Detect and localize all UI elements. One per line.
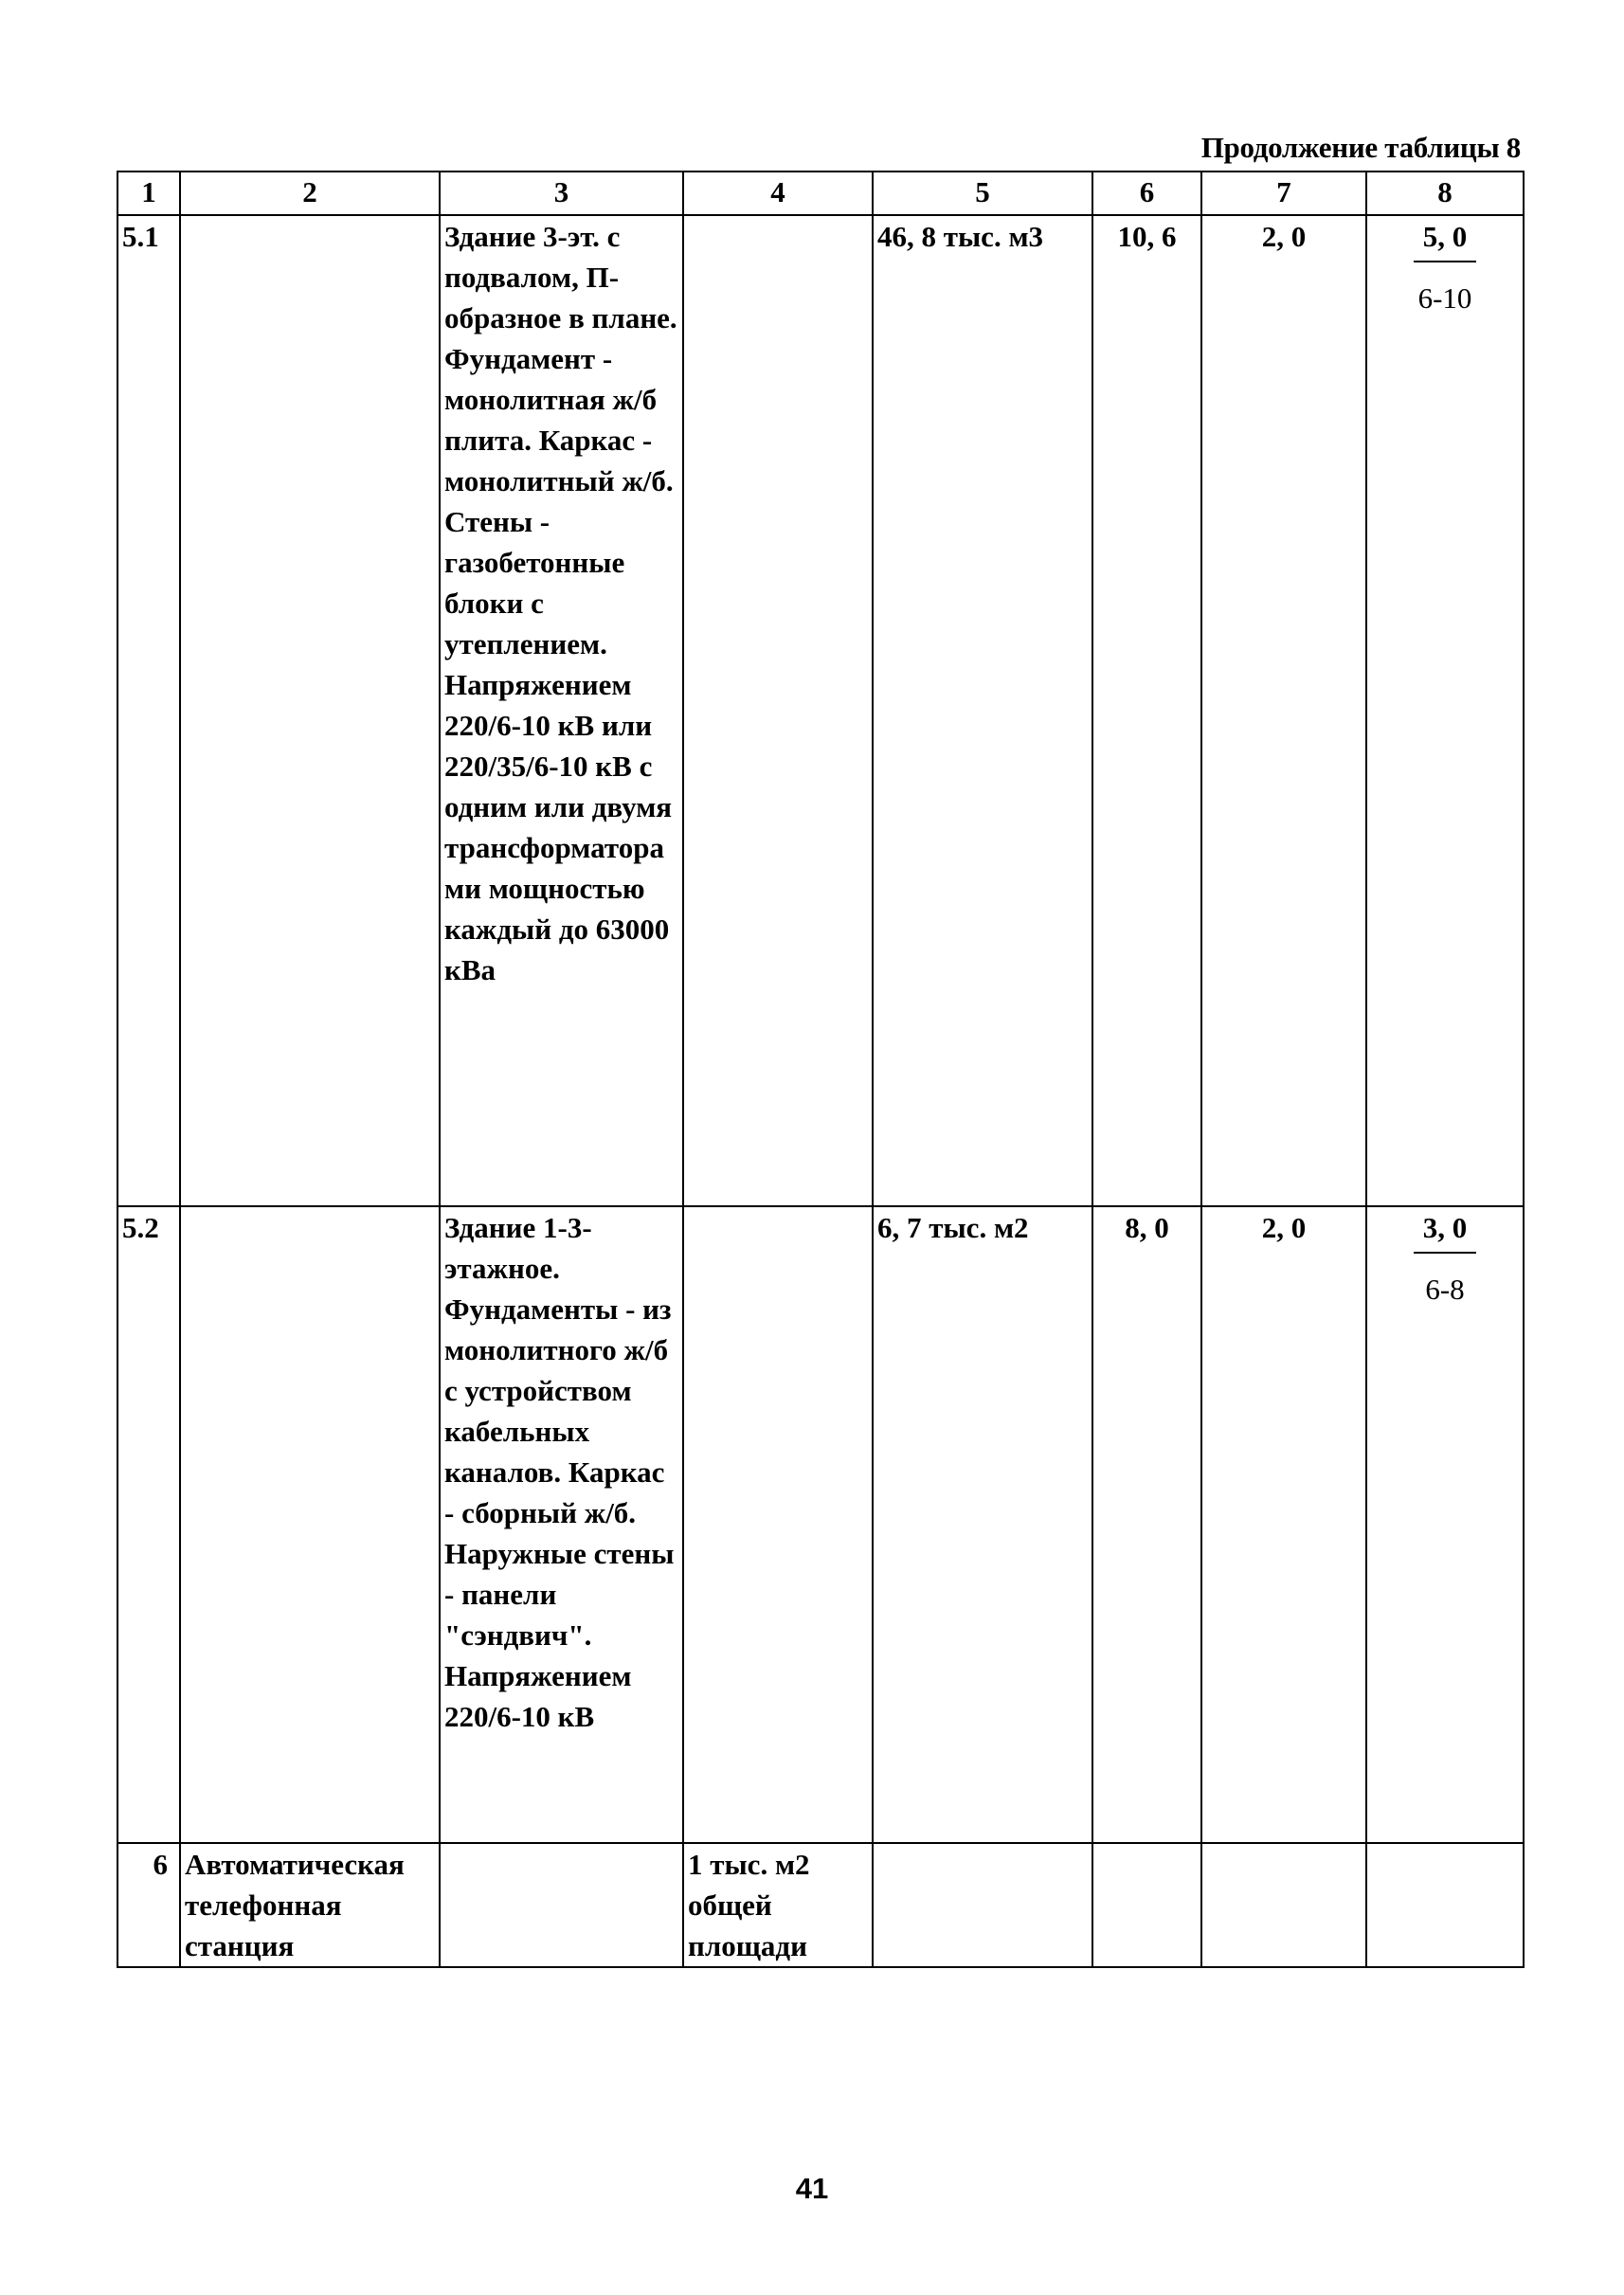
- object-description: [440, 1843, 683, 1967]
- column-7-cell: [1201, 1843, 1366, 1967]
- table-row: [117, 1206, 1524, 1843]
- fraction-bar: [1414, 261, 1476, 262]
- header-cell: 8: [1366, 172, 1524, 215]
- header-cell: 4: [683, 172, 873, 215]
- column-7-cell: 2, 0: [1201, 1206, 1366, 1843]
- column-8-cell: [1366, 1843, 1524, 1967]
- object-description: Здание 1-3-этажное. Фундаменты - из монолитного ж/б с устройством кабельных каналов. Каркас - сборный ж/б. Наружные стены - панели "сэндвич". Напряжением 220/6-10 кВ: [440, 1206, 683, 1843]
- table-header-row: [117, 172, 1524, 215]
- fraction-numerator: 3, 0: [1422, 1211, 1468, 1244]
- column-6-cell: 8, 0: [1092, 1206, 1201, 1843]
- header-cell: 5: [873, 172, 1092, 215]
- fraction-bar: [1414, 1252, 1476, 1254]
- row-number: 5.2: [117, 1206, 180, 1843]
- column-4-cell: 1 тыс. м2 общей площади: [683, 1843, 873, 1967]
- column-6-cell: 10, 6: [1092, 215, 1201, 1206]
- header-cell: 6: [1092, 172, 1201, 215]
- object-name: [180, 1206, 440, 1843]
- table-caption: Продолжение таблицы 8: [1200, 131, 1521, 164]
- capacity-cell: 46, 8 тыс. м3: [873, 215, 1092, 1206]
- fraction-numerator: 5, 0: [1422, 220, 1468, 253]
- row-number: 5.1: [117, 215, 180, 1206]
- capacity-cell: 6, 7 тыс. м2: [873, 1206, 1092, 1843]
- table-row: [117, 1843, 1524, 1967]
- column-6-cell: [1092, 1843, 1201, 1967]
- header-cell: 1: [117, 172, 180, 215]
- object-description: Здание 3-эт. с подвалом, П-образное в плане. Фундамент - монолитная ж/б плита. Каркас - монолитный ж/б. Стены - газобетонные блоки с утеплением. Напряжением 220/6-10 кВ или 220/35/6-10 кВ с одним или двумя трансформаторами мощностью каждый до 63000 кВа: [440, 215, 683, 1206]
- column-4-cell: [683, 215, 873, 1206]
- column-7-cell: 2, 0: [1201, 215, 1366, 1206]
- column-8-fraction: [1366, 1206, 1524, 1843]
- column-8-fraction: [1366, 215, 1524, 1206]
- fraction-denominator: 6-10: [1417, 281, 1472, 315]
- object-name: [180, 215, 440, 1206]
- column-4-cell: [683, 1206, 873, 1843]
- header-cell: 3: [440, 172, 683, 215]
- row-number: 6: [117, 1843, 180, 1967]
- header-cell: 7: [1201, 172, 1366, 215]
- object-name: Автоматическая телефонная станция: [180, 1843, 440, 1967]
- fraction-denominator: 6-8: [1425, 1273, 1465, 1306]
- page-number: 41: [795, 2172, 829, 2205]
- header-cell: 2: [180, 172, 440, 215]
- capacity-cell: [873, 1843, 1092, 1967]
- data-table: [117, 171, 1525, 1968]
- table-row: [117, 215, 1524, 1206]
